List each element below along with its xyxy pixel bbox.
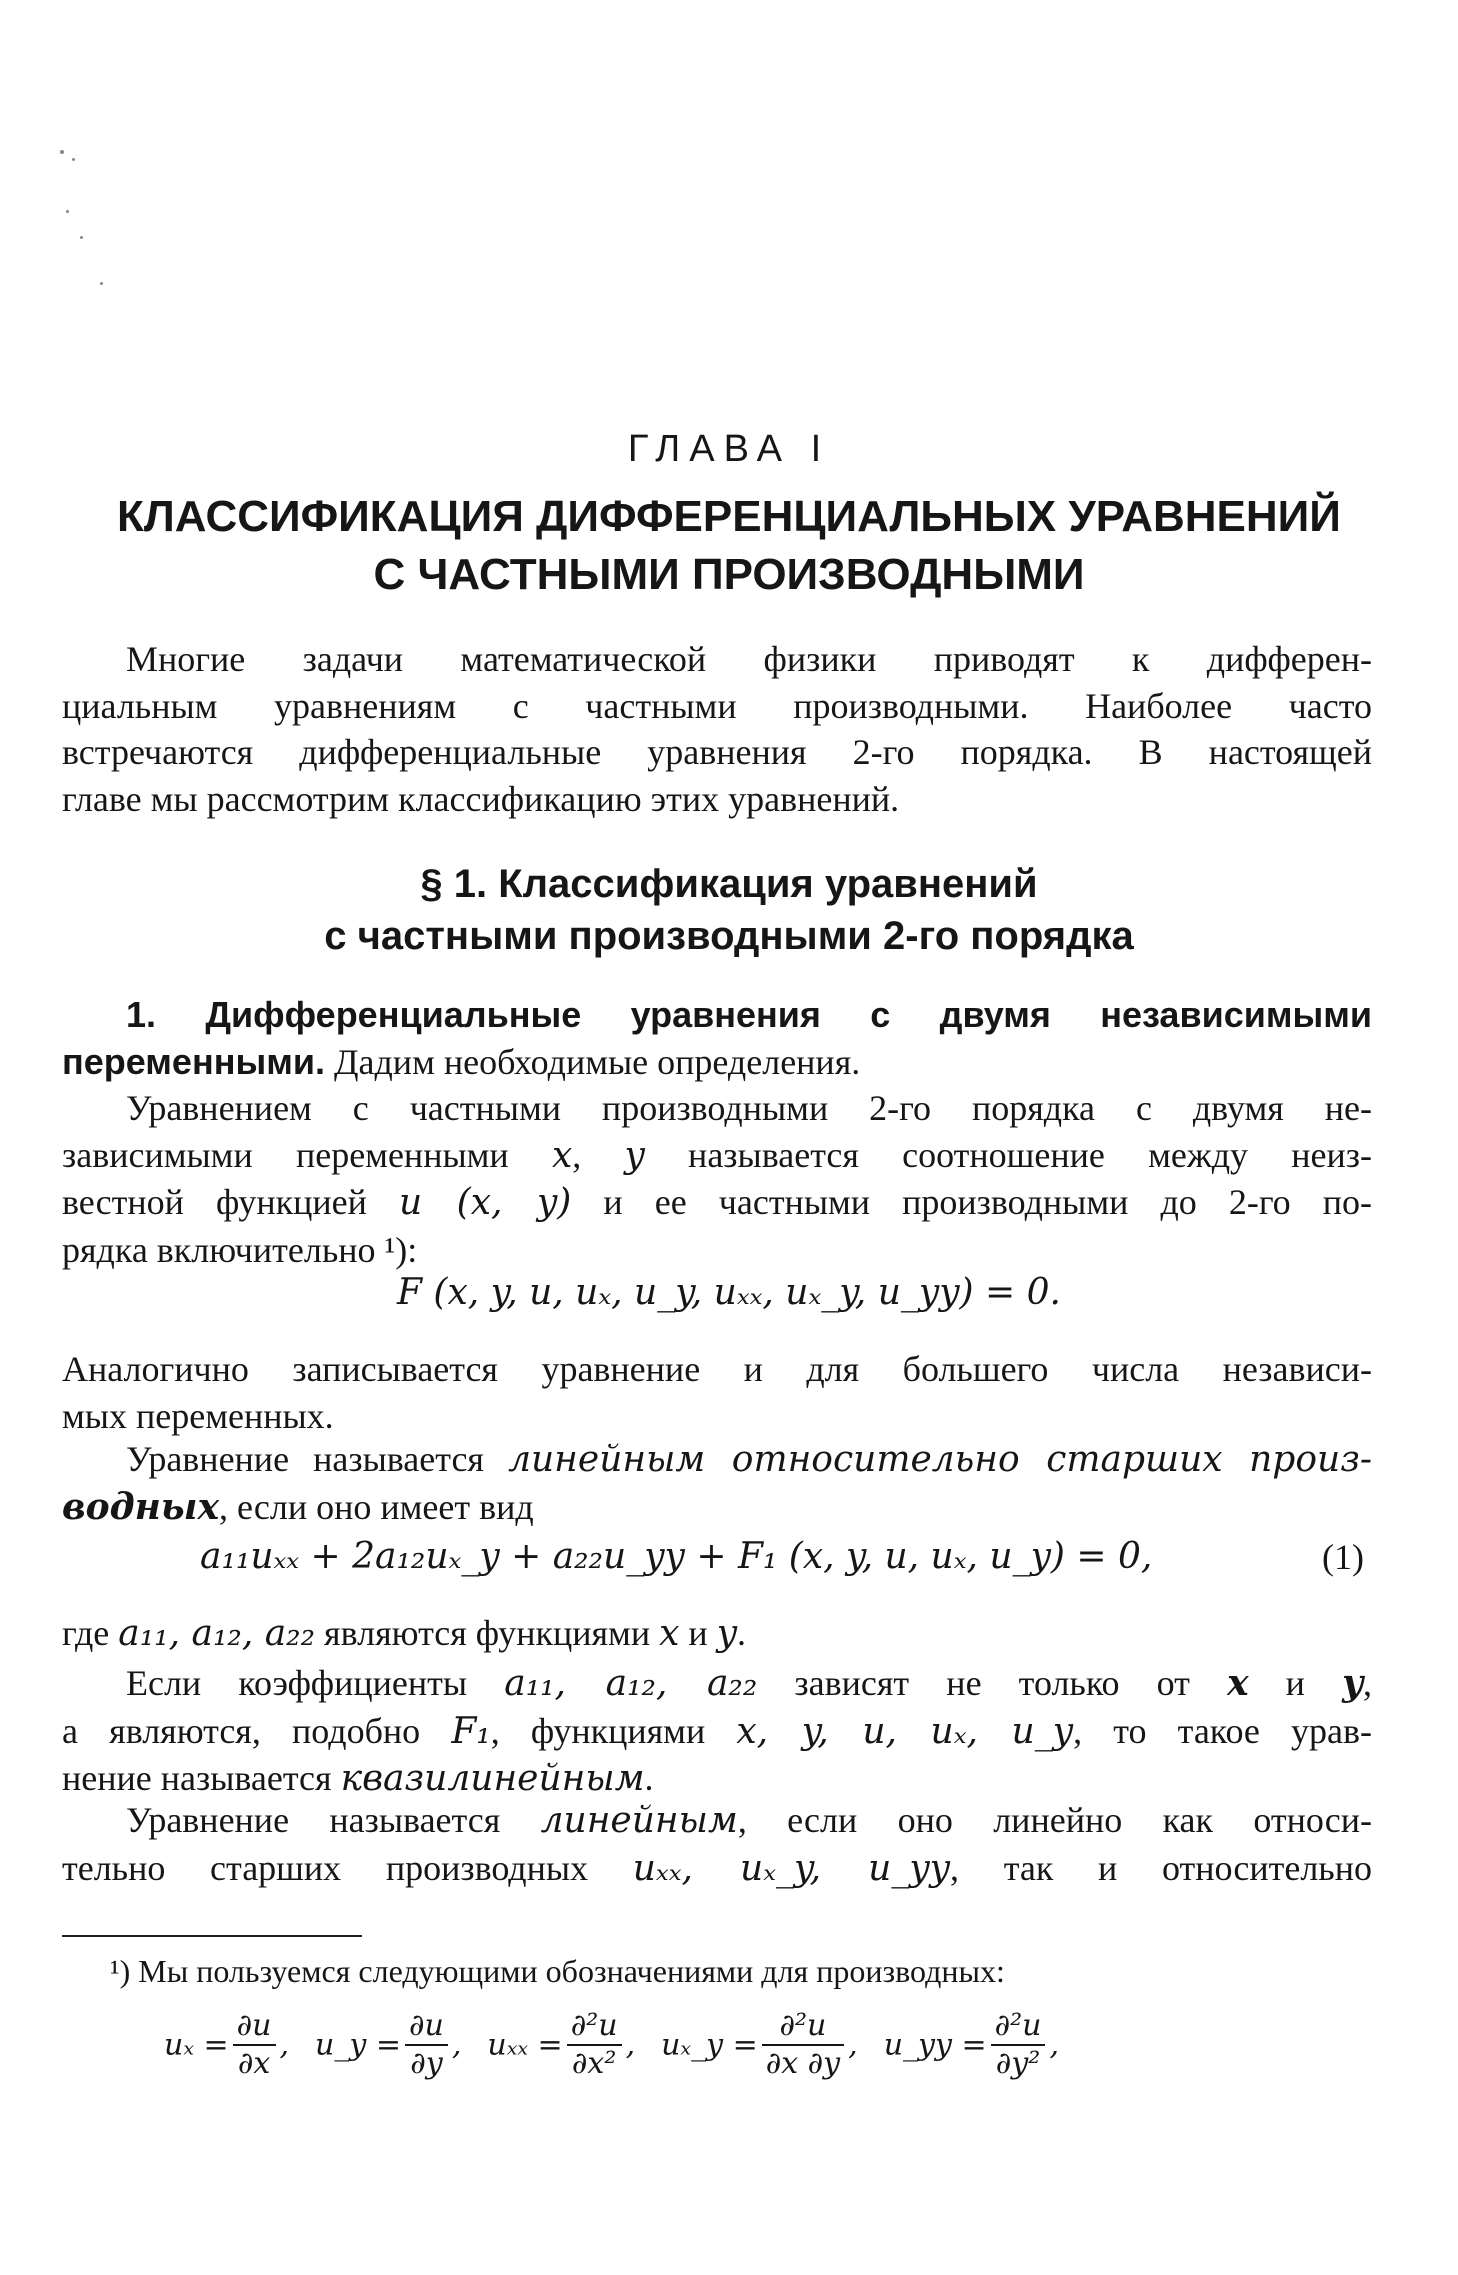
math-var: u (x, y) <box>398 1182 572 1223</box>
math-var: y <box>1342 1662 1364 1704</box>
math-var: y <box>624 1134 645 1176</box>
text-run: . <box>644 1758 654 1798</box>
chapter-label: ГЛАВА I <box>627 428 831 470</box>
text-run: являются функциями <box>315 1613 660 1653</box>
fraction-denominator: ∂x <box>237 2046 271 2081</box>
chapter-title-line1: КЛАССИФИКАЦИЯ ДИФФЕРЕНЦИАЛЬНЫХ УРАВНЕНИЙ <box>117 492 1341 541</box>
footnote-rule <box>62 1935 362 1937</box>
text-run: , функциями <box>490 1710 737 1751</box>
math-var: a₁₁, a₁₂, a₂₂ <box>504 1663 758 1704</box>
equation-1: a₁₁uₓₓ + 2a₁₂uₓ_y + a₂₂u_yy + F₁ (x, y, u, uₓ, u_y) = 0, <box>200 1536 1153 1577</box>
text-run: нение называется <box>62 1758 341 1798</box>
fraction-numerator: ∂²u <box>567 2008 622 2046</box>
section-title-line1: § 1. Классификация уравнений <box>420 862 1038 906</box>
equation-number: (1) <box>1322 1537 1364 1577</box>
footnote-term-lhs: uₓ = <box>164 2027 229 2063</box>
paragraph3 <box>62 1436 1372 1530</box>
footnote-term-lhs: uₓₓ = <box>487 2027 563 2063</box>
footnote-term <box>884 2008 1059 2082</box>
text-run: , если оно линейно как относи- <box>737 1800 1372 1840</box>
text-run: Если коэффициенты <box>126 1663 505 1703</box>
text-run: , <box>572 1134 625 1175</box>
footnote-term-separator: , <box>279 2027 290 2063</box>
paragraph6-line <box>62 1797 1372 1845</box>
paragraph5-line <box>62 1660 1372 1708</box>
fraction <box>233 2008 276 2082</box>
paragraph2-line: Аналогично записывается уравнение и для большего числа независи- <box>62 1349 1372 1389</box>
fraction-denominator: ∂x ∂y <box>765 2046 841 2081</box>
math-var: x <box>659 1613 680 1654</box>
paragraph1-line <box>62 1132 1372 1180</box>
text-run: зависимыми переменными <box>62 1134 552 1175</box>
footnote-term <box>315 2008 461 2082</box>
fraction-numerator: ∂²u <box>762 2008 844 2046</box>
footnote-text: ¹) Мы пользуемся следующими обозначениями для производных: <box>110 1953 1005 1989</box>
text-run: и <box>1248 1663 1343 1703</box>
text-run: , если оно имеет вид <box>219 1486 534 1527</box>
text-run: где <box>62 1613 119 1653</box>
scan-speck <box>66 210 69 213</box>
fraction <box>762 2008 844 2082</box>
fraction-numerator: ∂²u <box>991 2008 1046 2046</box>
subsection-heading-end: переменными. <box>62 1040 325 1082</box>
text-run: вестной функцией <box>62 1182 399 1222</box>
math-var: x, y, u, uₓ, u_y <box>736 1710 1074 1752</box>
paragraph1-line: Уравнением с частными производными 2-го порядка с двумя не- <box>126 1088 1372 1128</box>
chapter-title-line2: С ЧАСТНЫМИ ПРОИЗВОДНЫМИ <box>373 550 1085 599</box>
paragraph5 <box>62 1660 1372 1803</box>
fraction-denominator: ∂y <box>410 2046 443 2081</box>
paragraph5-line <box>62 1708 1372 1756</box>
footnote-formulas <box>164 2008 1085 2082</box>
fraction-numerator: ∂u <box>405 2008 448 2046</box>
text-run: зависят не только от <box>757 1663 1228 1703</box>
math-var: F₁ <box>451 1710 491 1752</box>
paragraph2-line: мых переменных. <box>62 1395 334 1436</box>
paragraph5-line <box>62 1755 1372 1803</box>
text-run: Уравнение называется <box>126 1439 509 1479</box>
math-var: x <box>1227 1662 1249 1704</box>
equation-general: F (x, y, u, uₓ, u_y, uₓₓ, uₓ_y, u_yy) = 0. <box>397 1272 1061 1313</box>
subsection-heading-rest: Дадим необходимые определения. <box>324 1041 861 1082</box>
text-run: а являются, подобно <box>62 1710 452 1751</box>
text-run: и <box>679 1613 717 1653</box>
intro-line: циальным уравнениям с частными производными. Наиболее часто <box>62 685 1372 726</box>
paragraph3-line <box>62 1484 1372 1531</box>
section-title-line2: с частными производными 2-го порядка <box>324 914 1134 958</box>
text-run: и ее частными производными до 2-го по- <box>571 1182 1372 1222</box>
footnote-term <box>487 2008 635 2082</box>
footnote-term-separator: , <box>625 2027 636 2063</box>
subsection-block <box>62 992 1372 1273</box>
scan-speck <box>80 236 83 239</box>
footnote-term-separator: , <box>848 2027 858 2063</box>
math-var: uₓₓ, uₓ_y, u_yy <box>632 1847 951 1889</box>
intro-line: главе мы рассмотрим классификацию этих уравнений. <box>62 778 900 819</box>
paragraph4-line <box>62 1610 1372 1658</box>
text-run: называется соотношение между неиз- <box>644 1134 1372 1175</box>
footnote-term <box>164 2008 289 2082</box>
emphasis-text: линейным относительно старших произ- <box>508 1439 1372 1480</box>
fraction-denominator: ∂x² <box>571 2046 617 2081</box>
text-run: Уравнение называется <box>126 1800 541 1840</box>
footnote-term-lhs: u_y = <box>315 2027 401 2063</box>
paragraph6-text <box>62 1797 1372 1892</box>
math-var: x <box>551 1134 573 1176</box>
footnote-term-separator: , <box>1049 2027 1059 2063</box>
paragraph2 <box>62 1346 1372 1439</box>
text-run: , <box>1363 1663 1373 1703</box>
fraction <box>405 2008 448 2082</box>
paragraph1-line <box>62 1179 1372 1227</box>
paragraph6-line <box>62 1845 1372 1893</box>
emphasis-text: линейным <box>540 1800 738 1841</box>
subsection-heading-line2 <box>62 1039 1372 1086</box>
scan-speck <box>60 150 64 154</box>
section-title <box>0 858 1458 962</box>
intro-paragraph <box>62 636 1372 822</box>
footnote-term <box>661 2008 858 2082</box>
emphasis-text: квазилинейным <box>340 1758 645 1799</box>
paragraph1-line: рядка включительно ¹): <box>62 1229 418 1270</box>
scan-speck <box>72 158 75 161</box>
paragraph3-line <box>62 1436 1372 1484</box>
fraction <box>991 2008 1046 2082</box>
text-run: , то такое урав- <box>1073 1710 1372 1751</box>
math-var: a₁₁, a₁₂, a₂₂ <box>118 1613 316 1654</box>
fraction <box>567 2008 622 2082</box>
footnote-term-lhs: u_yy = <box>883 2027 987 2063</box>
intro-line: Многие задачи математической физики приводят к дифферен- <box>126 639 1372 679</box>
text-run: . <box>737 1613 747 1653</box>
math-var: y <box>716 1613 738 1654</box>
text-run: тельно старших производных <box>62 1847 633 1888</box>
chapter-title <box>0 488 1458 604</box>
scan-speck <box>100 282 103 285</box>
subsection-heading: 1. Дифференциальные уравнения с двумя независимыми <box>126 994 1372 1035</box>
emphasis-text: водных <box>62 1485 220 1528</box>
footnote-term-lhs: uₓ_y = <box>661 2027 758 2063</box>
fraction-denominator: ∂y² <box>995 2046 1041 2081</box>
intro-line: встречаются дифференциальные уравнения 2-го порядка. В настоящей <box>62 732 1372 772</box>
text-run: , так и относительно <box>950 1847 1372 1888</box>
fraction-numerator: ∂u <box>233 2008 276 2046</box>
footnote-term-separator: , <box>451 2027 462 2063</box>
paragraph4 <box>62 1610 1372 1658</box>
